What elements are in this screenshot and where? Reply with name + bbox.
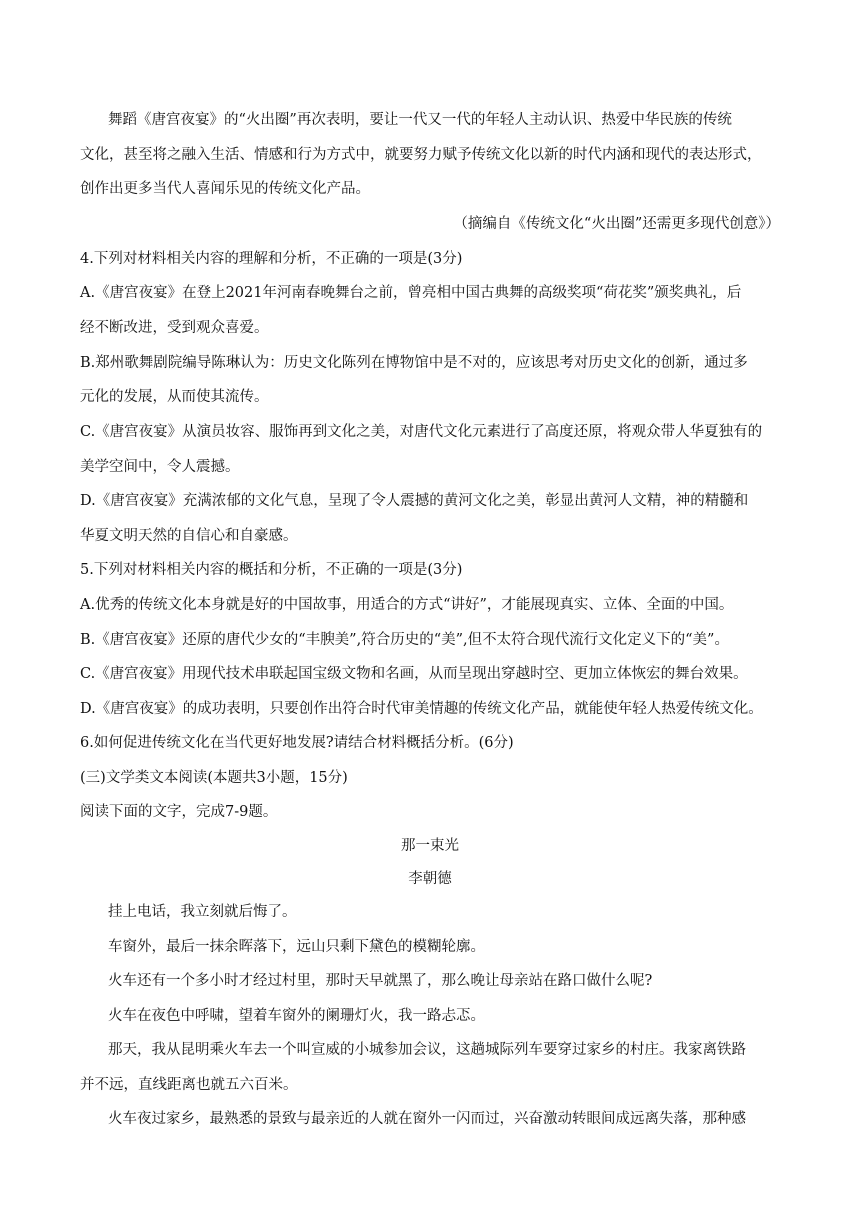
q4-option-c-cont: 美学空间中，令人震撼。 bbox=[80, 459, 240, 475]
story-paragraph: 挂上电话，我立刻就后悔了。 bbox=[108, 904, 297, 920]
q4-option-c: C.《唐宫夜宴》从演员妆容、服饰再到文化之美，对唐代文化元素进行了高度还原，将观众带人华夏独有的 bbox=[80, 424, 763, 440]
passage-line: 创作出更多当代人喜闻乐见的传统文化产品。 bbox=[80, 181, 370, 197]
reading-instruction: 阅读下面的文字，完成7-9题。 bbox=[80, 804, 278, 820]
question-5-stem: 5.下列对材料相关内容的概括和分析，不正确的一项是(3分) bbox=[80, 562, 463, 578]
story-paragraph-cont: 并不远，直线距离也就五六百米。 bbox=[80, 1077, 298, 1093]
story-author: 李朝德 bbox=[408, 871, 452, 887]
q5-option-d: D.《唐宫夜宴》的成功表明，只要创作出符合时代审美情趣的传统文化产品，就能使年轻人热爱传统文化。 bbox=[80, 701, 763, 717]
story-paragraph: 车窗外，最后一抹余晖落下，远山只剩下黛色的模糊轮廓。 bbox=[108, 939, 485, 955]
q5-option-a: A.优秀的传统文化本身就是好的中国故事，用适合的方式“讲好”，才能展现真实、立体、全面的中国。 bbox=[80, 597, 734, 613]
q4-option-b: B.郑州歌舞剧院编导陈琳认为：历史文化陈列在博物馆中是不对的，应该思考对历史文化的创新，通过多 bbox=[80, 355, 748, 371]
q4-option-a: A.《唐宫夜宴》在登上2021年河南春晚舞台之前，曾亮相中国古典舞的高级奖项“荷花奖”颁奖典礼，后 bbox=[80, 285, 742, 301]
q4-option-b-cont: 元化的发展，从而使其流传。 bbox=[80, 389, 269, 405]
question-4-stem: 4.下列对材料相关内容的理解和分析，不正确的一项是(3分) bbox=[80, 251, 463, 267]
question-6: 6.如何促进传统文化在当代更好地发展?请结合材料概括分析。(6分) bbox=[80, 735, 514, 751]
section-heading: (三)文学类文本阅读(本题共3小题，15分) bbox=[80, 770, 348, 786]
story-paragraph: 火车夜过家乡，最熟悉的景致与最亲近的人就在窗外一闪而过，兴奋激动转眼间成远离失落，那种感 bbox=[108, 1111, 746, 1127]
source-citation: （摘编自《传统文化“火出圈”还需更多现代创意》） bbox=[453, 216, 780, 232]
story-paragraph: 那天，我从昆明乘火车去一个叫宣威的小城参加会议，这趟城际列车要穿过家乡的村庄。我家离铁路 bbox=[108, 1042, 746, 1058]
story-paragraph: 火车在夜色中呼啸，望着车窗外的阑珊灯火，我一路忐忑。 bbox=[108, 1008, 485, 1024]
q5-option-b: B.《唐宫夜宴》还原的唐代少女的“丰腴美”,符合历史的“美”,但不太符合现代流行文化定义下的“美”。 bbox=[80, 632, 729, 648]
q5-option-c: C.《唐宫夜宴》用现代技术串联起国宝级文物和名画，从而呈现出穿越时空、更加立体恢宏的舞台效果。 bbox=[80, 666, 748, 682]
story-title: 那一束光 bbox=[401, 838, 459, 854]
passage-line: 文化，甚至将之融入生活、情感和行为方式中，就要努力赋予传统文化以新的时代内涵和现代的表达形式， bbox=[80, 147, 762, 163]
q4-option-a-cont: 经不断改进，受到观众喜爱。 bbox=[80, 320, 269, 336]
q4-option-d-cont: 华夏文明天然的自信心和自豪感。 bbox=[80, 528, 298, 544]
story-paragraph: 火车还有一个多小时才经过村里，那时天早就黑了，那么晚让母亲站在路口做什么呢? bbox=[108, 973, 653, 989]
passage-line: 舞蹈《唐宫夜宴》的“火出圈”再次表明，要让一代又一代的年轻人主动认识、热爱中华民族的传统 bbox=[108, 112, 732, 128]
q4-option-d: D.《唐宫夜宴》充满浓郁的文化气息，呈现了令人震撼的黄河文化之美，彰显出黄河人文精，神的精髓和 bbox=[80, 493, 749, 509]
